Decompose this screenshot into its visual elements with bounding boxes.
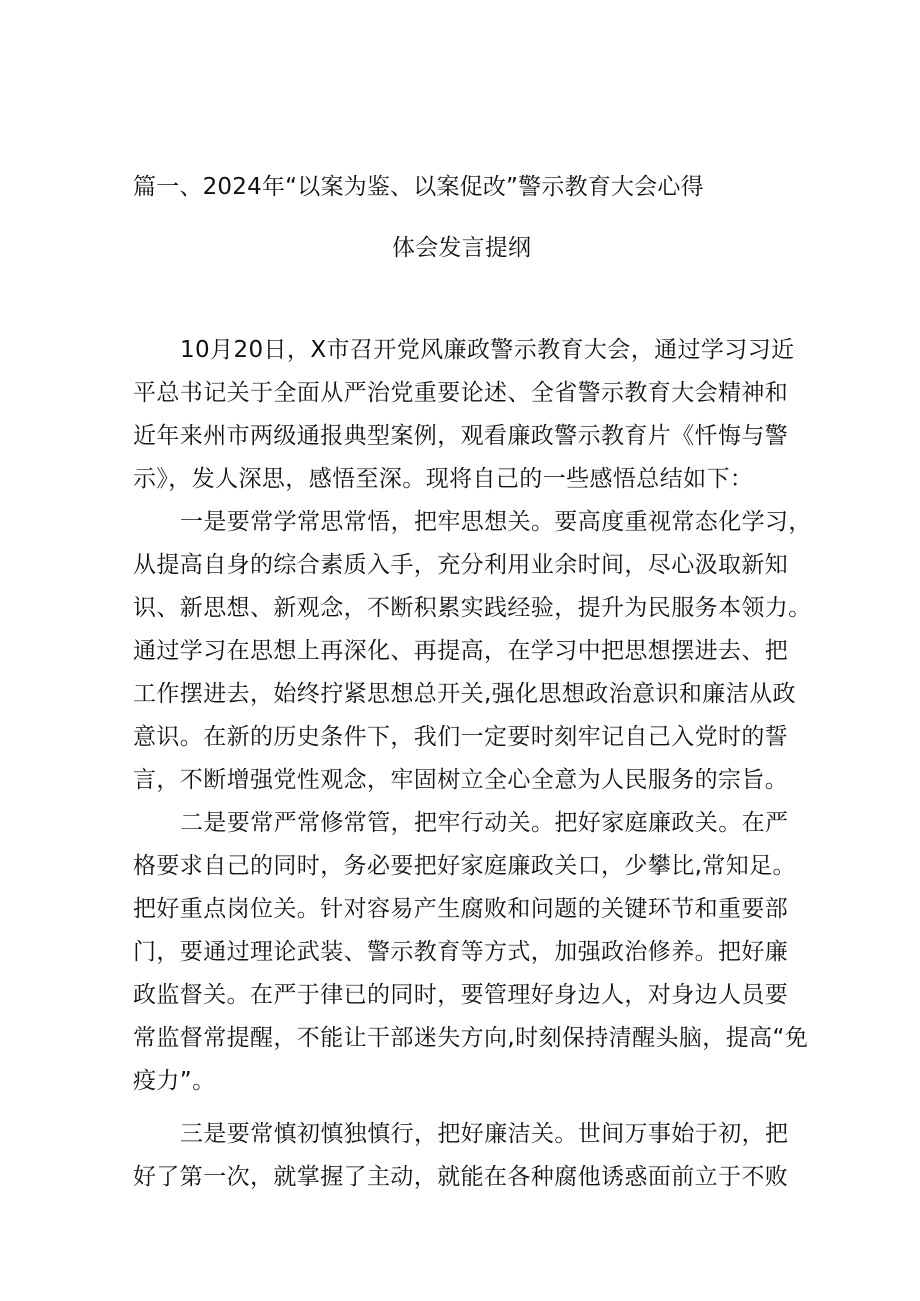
paragraph-1-line-2: 平总书记关于全面从严治党重要论述、全省警示教育大会精神和 (133, 380, 789, 406)
document-title-line-2: 体会发言提纲 (392, 235, 532, 261)
paragraph-2-line-2: 从提高自身的综合素质入手，充分利用业余时间，尽心汲取新知 (133, 552, 789, 578)
paragraph-3-line-5: 政监督关。在严于律已的同时，要管理好身边人，对身边人员要 (133, 982, 789, 1008)
paragraph-1-line-4: 示》，发人深思，感悟至深。现将自己的一些感悟总结如下： (133, 466, 754, 492)
paragraph-3-line-1: 二是要常严常修常管，把牢行动关。把好家庭廉政关。在严 (180, 810, 789, 836)
paragraph-2-line-1: 一是要常学常思常悟，把牢思想关。要高度重视常态化学习， (180, 509, 812, 535)
paragraph-3-line-7: 疫力”。 (133, 1068, 216, 1094)
paragraph-3-line-4: 门，要通过理论武装、警示教育等方式，加强政治修养。把好廉 (133, 939, 789, 965)
paragraph-2-line-5: 工作摆进去，始终拧紧思想总开关,强化思想政治意识和廉洁从政 (133, 681, 796, 707)
paragraph-2-line-4: 通过学习在思想上再深化、再提高，在学习中把思想摆进去、把 (133, 638, 789, 664)
paragraph-1-line-1: 10月20日，X市召开党风廉政警示教育大会，通过学习习近 (180, 337, 795, 363)
paragraph-4-line-1: 三是要常慎初慎独慎行，把好廉洁关。世间万事始于初，把 (180, 1121, 789, 1147)
paragraph-3-line-6: 常监督常提醒，不能让干部迷失方向,时刻保持清醒头脑，提高“免 (133, 1025, 809, 1051)
document-title-line-1: 篇一、2024年“以案为鉴、以案促改”警示教育大会心得 (133, 174, 704, 200)
paragraph-1-line-3: 近年来州市两级通报典型案例，观看廉政警示教育片《忏悔与警 (133, 423, 789, 449)
paragraph-3-line-3: 把好重点岗位关。针对容易产生腐败和问题的关键环节和重要部 (133, 896, 789, 922)
paragraph-3-line-2: 格要求自己的同时，务必要把好家庭廉政关口，少攀比,常知足。 (133, 853, 796, 879)
paragraph-2-line-6: 意识。在新的历史条件下，我们一定要时刻牢记自己入党时的誓 (133, 724, 789, 750)
paragraph-2-line-7: 言，不断增强党性观念，牢固树立全心全意为人民服务的宗旨。 (133, 767, 789, 793)
paragraph-4-line-2: 好了第一次，就掌握了主动，就能在各种腐他诱惑面前立于不败 (133, 1164, 789, 1190)
paragraph-2-line-3: 识、新思想、新观念，不断积累实践经验，提升为民服务本领力。 (133, 595, 812, 621)
